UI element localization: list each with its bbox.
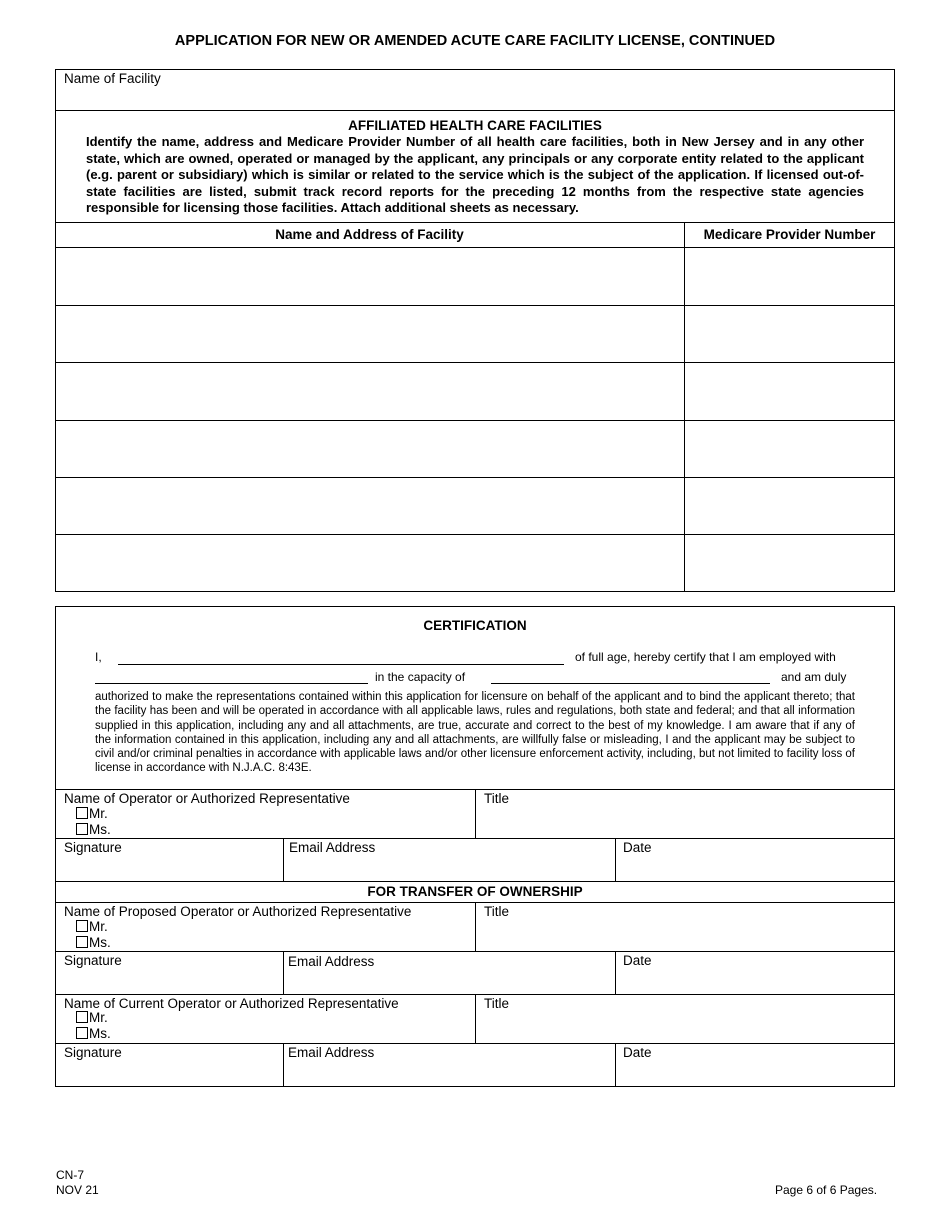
operator-ms-option[interactable] [76, 822, 111, 837]
divider [55, 110, 895, 111]
divider [55, 838, 895, 839]
mr-label: Mr. [89, 1010, 108, 1025]
checkbox-icon[interactable] [76, 936, 88, 948]
checkbox-icon[interactable] [76, 807, 88, 819]
checkbox-icon[interactable] [76, 1011, 88, 1023]
col-header-medicare: Medicare Provider Number [703, 227, 876, 242]
operator-date-label: Date [623, 840, 652, 855]
column-divider [615, 838, 616, 881]
page-number: Page 6 of 6 Pages. [775, 1183, 878, 1197]
table-row[interactable] [56, 248, 894, 305]
column-divider [475, 789, 476, 838]
certification-heading: CERTIFICATION [423, 618, 527, 633]
checkbox-icon[interactable] [76, 823, 88, 835]
cert-full-age-text: of full age, hereby certify that I am employed with [575, 650, 836, 664]
current-email-label: Email Address [288, 1045, 375, 1060]
divider [55, 881, 895, 882]
proposed-ms-option[interactable] [76, 935, 111, 950]
current-date-label: Date [623, 1045, 652, 1060]
proposed-operator-label: Name of Proposed Operator or Authorized Representative [64, 904, 412, 919]
proposed-email-label: Email Address [288, 954, 375, 969]
cert-capacity-text: in the capacity of [375, 670, 466, 684]
operator-email-label: Email Address [289, 840, 376, 855]
form-date: NOV 21 [56, 1183, 99, 1197]
column-divider [615, 951, 616, 994]
table-row[interactable] [56, 306, 894, 362]
column-divider [283, 951, 284, 994]
current-title-label: Title [484, 996, 510, 1011]
current-mr-option[interactable] [76, 1010, 108, 1025]
table-row[interactable] [56, 535, 894, 591]
current-signature-label: Signature [64, 1045, 122, 1060]
affiliated-heading: AFFILIATED HEALTH CARE FACILITIES [348, 118, 602, 133]
ms-label: Ms. [89, 822, 111, 837]
proposed-title-label: Title [484, 904, 510, 919]
table-row[interactable] [56, 363, 894, 419]
proposed-date-label: Date [623, 953, 652, 968]
column-divider [475, 902, 476, 951]
proposed-signature-label: Signature [64, 953, 122, 968]
divider [55, 951, 895, 952]
operator-title-label: Title [484, 791, 510, 806]
proposed-mr-option[interactable] [76, 919, 108, 934]
transfer-heading: FOR TRANSFER OF OWNERSHIP [367, 884, 583, 899]
ms-label: Ms. [89, 935, 111, 950]
page-title: APPLICATION FOR NEW OR AMENDED ACUTE CARE FACILITY LICENSE, CONTINUED [174, 33, 776, 49]
table-row[interactable] [56, 421, 894, 477]
column-divider [615, 1043, 616, 1087]
operator-mr-option[interactable] [76, 806, 108, 821]
mr-label: Mr. [89, 919, 108, 934]
form-code: CN-7 [56, 1168, 85, 1182]
current-operator-label: Name of Current Operator or Authorized Representative [64, 996, 399, 1011]
column-divider [283, 1043, 284, 1087]
operator-signature-label: Signature [64, 840, 122, 855]
ms-label: Ms. [89, 1026, 111, 1041]
column-divider [283, 838, 284, 881]
column-divider [475, 994, 476, 1043]
facility-name-label: Name of Facility [64, 71, 161, 86]
checkbox-icon[interactable] [76, 920, 88, 932]
checkbox-icon[interactable] [76, 1027, 88, 1039]
mr-label: Mr. [89, 806, 108, 821]
table-row[interactable] [56, 478, 894, 534]
current-ms-option[interactable] [76, 1026, 111, 1041]
cert-capacity-line[interactable] [491, 683, 770, 684]
divider [55, 1043, 895, 1044]
affiliated-instructions: Identify the name, address and Medicare Provider Number of all health care facilities, both in New Jersey and in any other state, which are owned, operated or managed by the applicant, any principals or any corporate entity related to the applicant (e.g. parent or subsidiary) which is similar or related to the service which is the subject of the application. If licensed out-of-state facilities are listed, submit track record reports for the preceding 12 months from the respective state agencies responsible for licensing those facilities. Attach additional sheets as necessary. [86, 134, 864, 215]
operator-name-label: Name of Operator or Authorized Representative [64, 791, 350, 806]
cert-duly-text: and am duly [781, 670, 847, 684]
cert-employer-line[interactable] [95, 683, 368, 684]
divider [55, 222, 895, 223]
col-header-name-address: Name and Address of Facility [275, 227, 464, 242]
certification-body: authorized to make the representations contained within this application for licensure on behalf of the applicant and to bind the applicant thereto; that the facility has been and will be operated in accordance with all applicable laws, rules and regulations, both state and federal; and that all information supplied in this application, including any and all attachments, are true, accurate and correct to the best of my knowledge. I am aware that if any of the information contained in this application, including any and all attachments, are willfully false or misleading, I and the applicant may be subject to civil and/or criminal penalties in accordance with applicable laws and/or other licensure enforcement activity, including, but not limited to facility loss of license in accordance with N.J.A.C. 8:43E. [95, 691, 855, 775]
cert-i-label: I, [95, 650, 102, 664]
cert-name-line[interactable] [118, 664, 564, 665]
